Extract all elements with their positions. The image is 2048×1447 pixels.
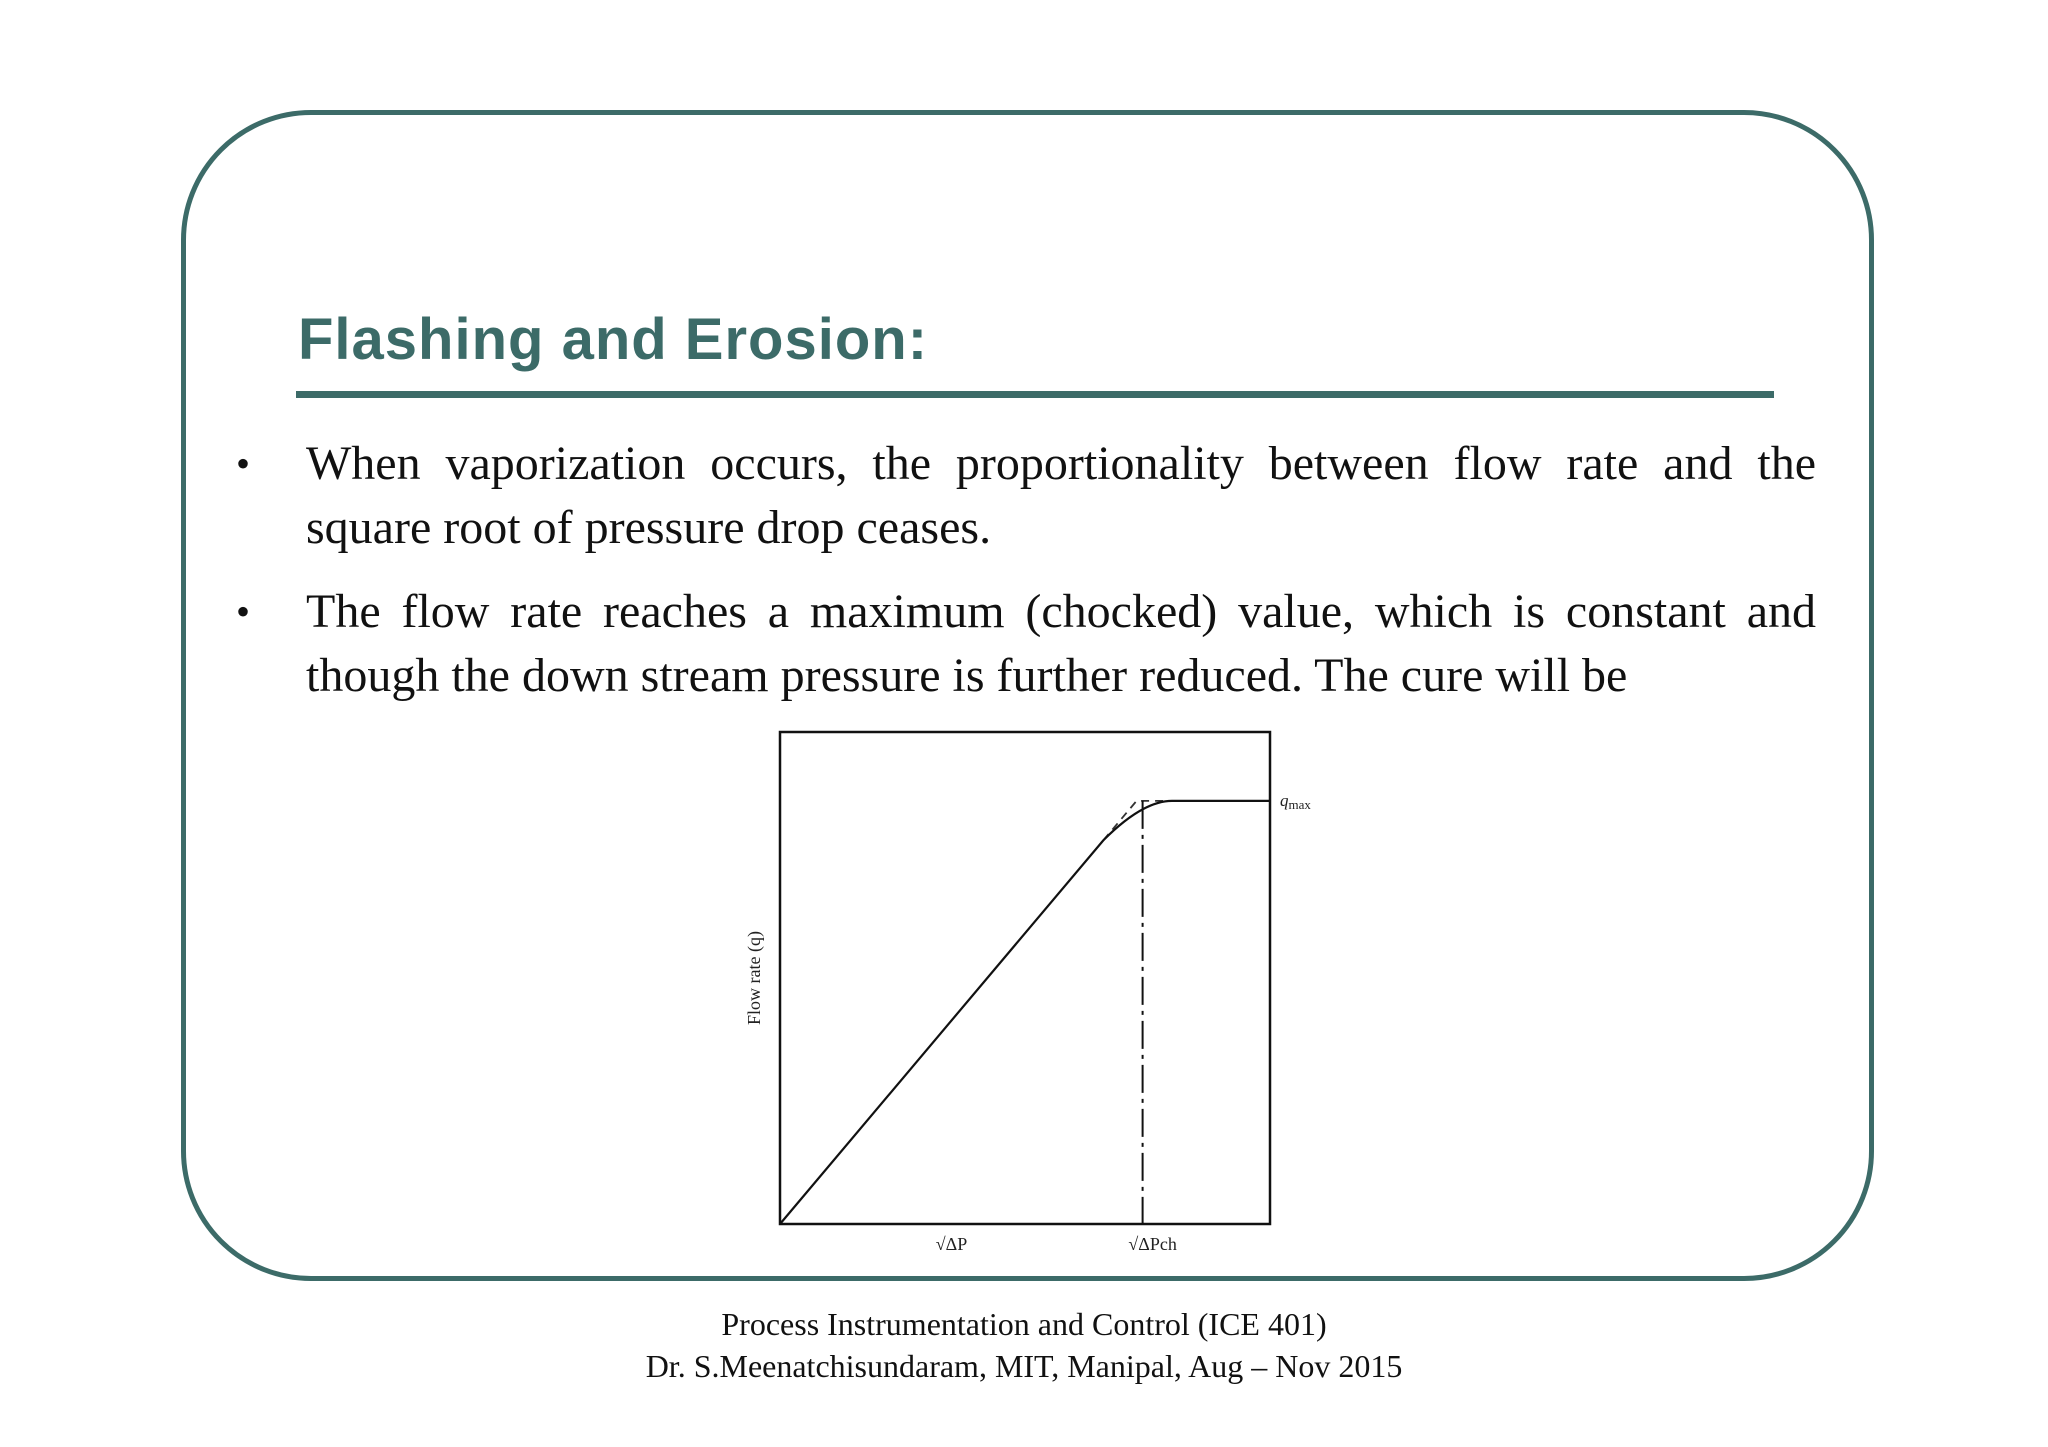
- x-tick-sqrt-dp-ch: [1128, 1234, 1176, 1254]
- bullet-item: [236, 432, 1816, 560]
- x-tick-label: √ΔPch: [1128, 1234, 1177, 1254]
- bullet-text: When vaporization occurs, the proportionality between flow rate and the square root of pressure drop ceases.: [306, 437, 1816, 554]
- x-tick-sqrt-dp: [936, 1234, 967, 1254]
- qmax-label: [1280, 791, 1311, 812]
- bullet-list: [236, 432, 1816, 728]
- slide-title: Flashing and Erosion:: [298, 307, 929, 372]
- qmax-text: [1280, 791, 1311, 812]
- title-underline: [296, 391, 1774, 398]
- flow-rate-chart: [730, 720, 1350, 1260]
- bullet-marker: •: [236, 441, 251, 486]
- bullet-item: [236, 580, 1816, 708]
- ideal-sqrt-line: [1103, 801, 1172, 840]
- plot-frame: [780, 732, 1270, 1224]
- x-tick-label: √ΔP: [935, 1234, 968, 1254]
- bullet-text: The flow rate reaches a maximum (chocked) value, which is constant and though the down stream pressure is further reduced. The cure will be: [306, 585, 1816, 702]
- footer-author: Dr. S.Meenatchisundaram, MIT, Manipal, Aug – Nov 2015: [645, 1348, 1403, 1384]
- bullet-marker: •: [236, 589, 251, 634]
- qmax-symbol: q: [1280, 790, 1289, 810]
- y-axis-label: Flow rate (q): [744, 931, 764, 1025]
- flow-curve: [780, 801, 1270, 1224]
- footer-course: Process Instrumentation and Control (ICE 401): [721, 1306, 1327, 1342]
- qmax-subscript: max: [1288, 796, 1311, 812]
